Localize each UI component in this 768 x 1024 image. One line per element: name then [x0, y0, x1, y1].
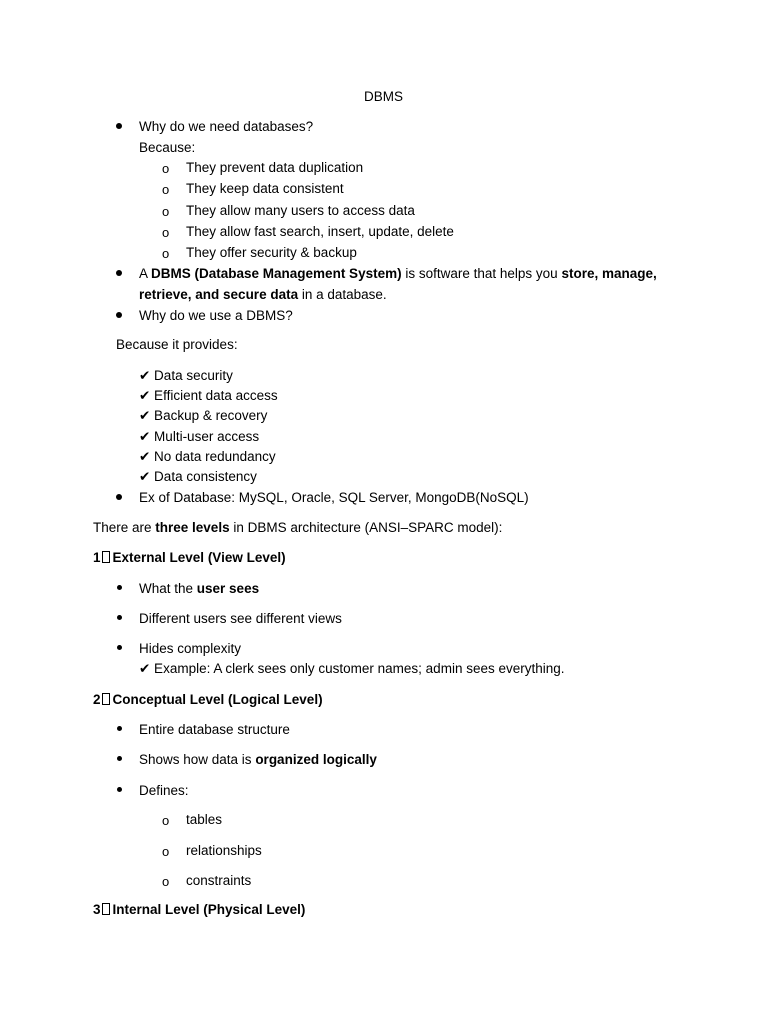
sub-bullet-icon: o [162, 813, 170, 828]
defines-item: tables [186, 812, 223, 827]
text-run: What the [139, 581, 197, 596]
bullet-icon [117, 645, 122, 650]
provides-item: ✔ Multi-user access [139, 429, 260, 444]
bullet-icon [117, 756, 122, 761]
sub-bullet-icon: o [162, 161, 170, 176]
defines-item: relationships [186, 843, 262, 858]
level1-heading [93, 551, 286, 565]
bullet-icon [117, 787, 122, 792]
text-run-bold: store, manage, [561, 266, 657, 281]
level1-example: ✔ Example: A clerk sees only customer names; admin sees everything. [139, 661, 565, 676]
provides-item: ✔ Data consistency [139, 469, 257, 484]
text-run-bold: DBMS (Database Management System) [151, 266, 402, 281]
reason-item: They prevent data duplication [186, 160, 364, 175]
missing-glyph-icon [102, 693, 110, 705]
level-number: 1 [93, 550, 101, 565]
level-number: 3 [93, 902, 101, 917]
document-title: DBMS [364, 89, 404, 104]
level-title: External Level (View Level) [112, 550, 286, 565]
level3-heading [93, 903, 305, 917]
reason-item: They keep data consistent [186, 181, 344, 196]
level-title: Conceptual Level (Logical Level) [112, 692, 323, 707]
text-run: A [139, 266, 152, 281]
provides-item: ✔ Backup & recovery [139, 408, 268, 423]
level-title: Internal Level (Physical Level) [112, 902, 306, 917]
dbms-definition-line2 [139, 288, 387, 302]
text-run-bold: organized logically [255, 752, 377, 767]
reason-item: They allow fast search, insert, update, delete [186, 224, 454, 239]
text-run-bold: three levels [155, 520, 230, 535]
text-run: There are [93, 520, 156, 535]
provides-item: ✔ No data redundancy [139, 449, 276, 464]
text-run: in a database. [298, 287, 387, 302]
text-run: is software that helps you [401, 266, 562, 281]
level1-bullet [139, 582, 259, 596]
bullet-icon [116, 494, 122, 500]
levels-intro [93, 521, 502, 535]
level1-bullet: Different users see different views [139, 611, 342, 626]
level2-heading [93, 693, 323, 707]
because-provides-label: Because it provides: [116, 337, 238, 352]
bullet-icon [117, 726, 122, 731]
sub-bullet-icon: o [162, 204, 170, 219]
sub-bullet-icon: o [162, 182, 170, 197]
reason-item: They offer security & backup [186, 245, 357, 260]
level1-bullet: Hides complexity [139, 641, 242, 656]
dbms-definition-line1 [139, 267, 657, 281]
sub-bullet-icon: o [162, 874, 170, 889]
text-run: Shows how data is [139, 752, 256, 767]
missing-glyph-icon [102, 903, 110, 915]
defines-item: constraints [186, 873, 252, 888]
provides-item: ✔ Data security [139, 368, 233, 383]
because-label: Because: [139, 140, 196, 155]
provides-item: ✔ Efficient data access [139, 388, 278, 403]
level-number: 2 [93, 692, 101, 707]
reason-item: They allow many users to access data [186, 203, 415, 218]
bullet-icon [116, 312, 122, 318]
database-examples: Ex of Database: MySQL, Oracle, SQL Server, MongoDB(NoSQL) [139, 490, 529, 505]
text-run-bold: retrieve, and secure data [139, 287, 299, 302]
level2-bullet: Entire database structure [139, 722, 290, 737]
text-run-bold: user sees [196, 581, 260, 596]
question-why-dbms: Why do we use a DBMS? [139, 308, 293, 323]
bullet-icon [117, 615, 122, 620]
sub-bullet-icon: o [162, 844, 170, 859]
bullet-icon [116, 123, 122, 129]
level2-bullet [139, 753, 377, 767]
sub-bullet-icon: o [162, 246, 170, 261]
bullet-icon [117, 585, 122, 590]
level2-bullet: Defines: [139, 783, 189, 798]
missing-glyph-icon [102, 551, 110, 563]
question-why-databases: Why do we need databases? [139, 119, 314, 134]
sub-bullet-icon: o [162, 225, 170, 240]
text-run: in DBMS architecture (ANSI–SPARC model): [229, 520, 503, 535]
bullet-icon [116, 270, 122, 276]
